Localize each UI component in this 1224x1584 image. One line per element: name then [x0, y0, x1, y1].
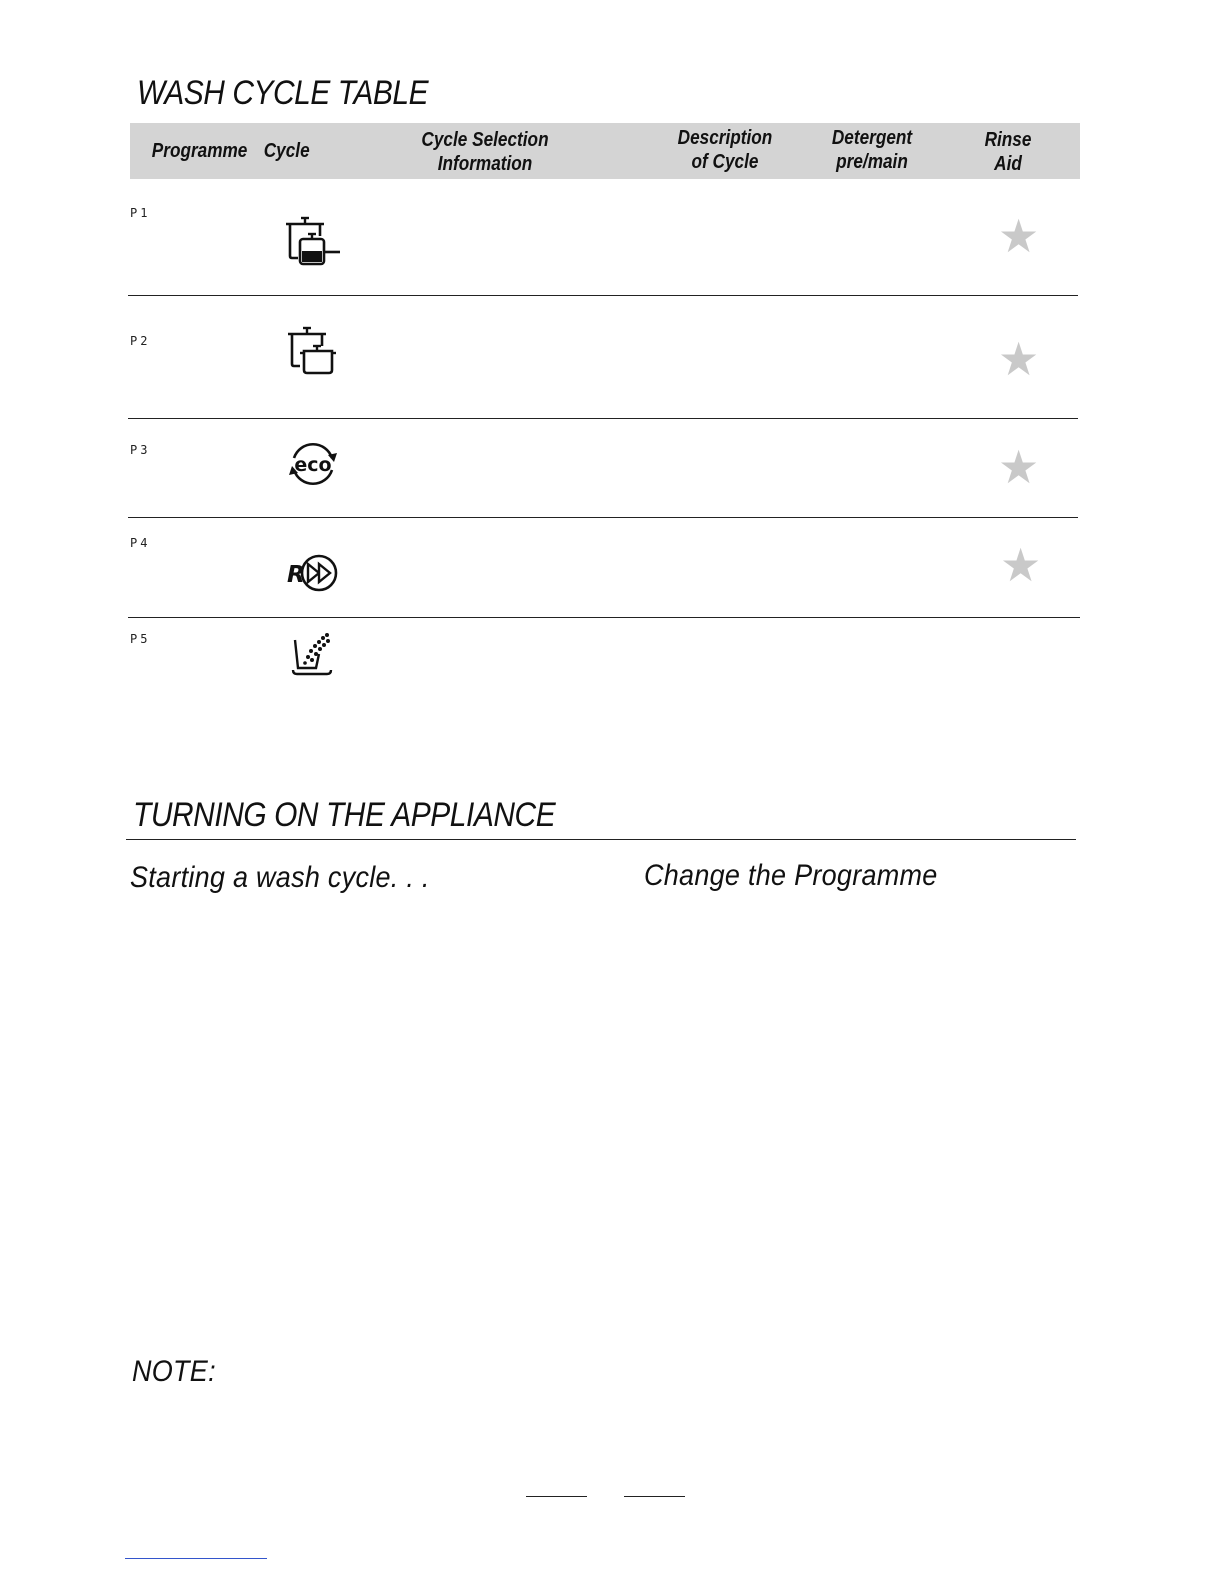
svg-text:R: R: [287, 562, 305, 588]
header-rinse-aid-line2: Aid: [994, 153, 1022, 175]
programme-label: P1: [130, 206, 151, 220]
rapid-icon: [286, 552, 342, 594]
table-header: [130, 123, 1080, 179]
link-underline[interactable]: [125, 1558, 267, 1559]
row-divider: [128, 617, 1080, 618]
change-programme-heading: Change the Programme: [644, 859, 938, 892]
header-cycle-selection: [412, 128, 558, 176]
rinse-aid-star-icon: ★: [998, 333, 1040, 385]
intensive-pots-icon: [282, 214, 344, 270]
starting-wash-cycle-heading: Starting a wash cycle. . .: [130, 861, 430, 894]
header-rinse-aid: [974, 128, 1043, 176]
svg-text:eco: eco: [294, 454, 332, 476]
note-label: NOTE:: [132, 1355, 216, 1388]
rinse-aid-star-icon: ★: [998, 441, 1040, 493]
header-description-line1: Description: [677, 127, 773, 149]
eco-icon: [288, 440, 338, 488]
row-divider: [128, 295, 1078, 296]
section-divider: [126, 839, 1076, 840]
prewash-icon: [290, 630, 336, 676]
header-cycle: Cycle: [263, 140, 310, 162]
rinse-aid-star-icon: ★: [998, 210, 1040, 262]
header-description-line2: of Cycle: [691, 151, 759, 173]
footer-line-right: [624, 1496, 685, 1497]
turning-on-title: TURNING ON THE APPLIANCE: [133, 796, 556, 834]
wash-cycle-title: WASH CYCLE TABLE: [137, 74, 429, 112]
row-divider: [128, 517, 1078, 518]
header-cycle-selection-line1: Cycle Selection: [421, 129, 549, 151]
footer-line-left: [526, 1496, 587, 1497]
programme-label: P5: [130, 632, 151, 646]
header-rinse-aid-line1: Rinse: [984, 129, 1032, 151]
row-divider: [128, 418, 1078, 419]
normal-pots-icon: [284, 324, 342, 378]
programme-label: P4: [130, 536, 151, 550]
header-detergent-line1: Detergent: [831, 127, 913, 149]
header-cycle-selection-line2: Information: [437, 153, 533, 175]
programme-label: P2: [130, 334, 151, 348]
header-description: [669, 126, 781, 174]
header-programme: Programme: [151, 140, 248, 162]
rinse-aid-star-icon: ★: [1000, 539, 1042, 591]
header-detergent: [820, 126, 923, 174]
header-detergent-line2: pre/main: [836, 151, 908, 173]
programme-label: P3: [130, 443, 151, 457]
